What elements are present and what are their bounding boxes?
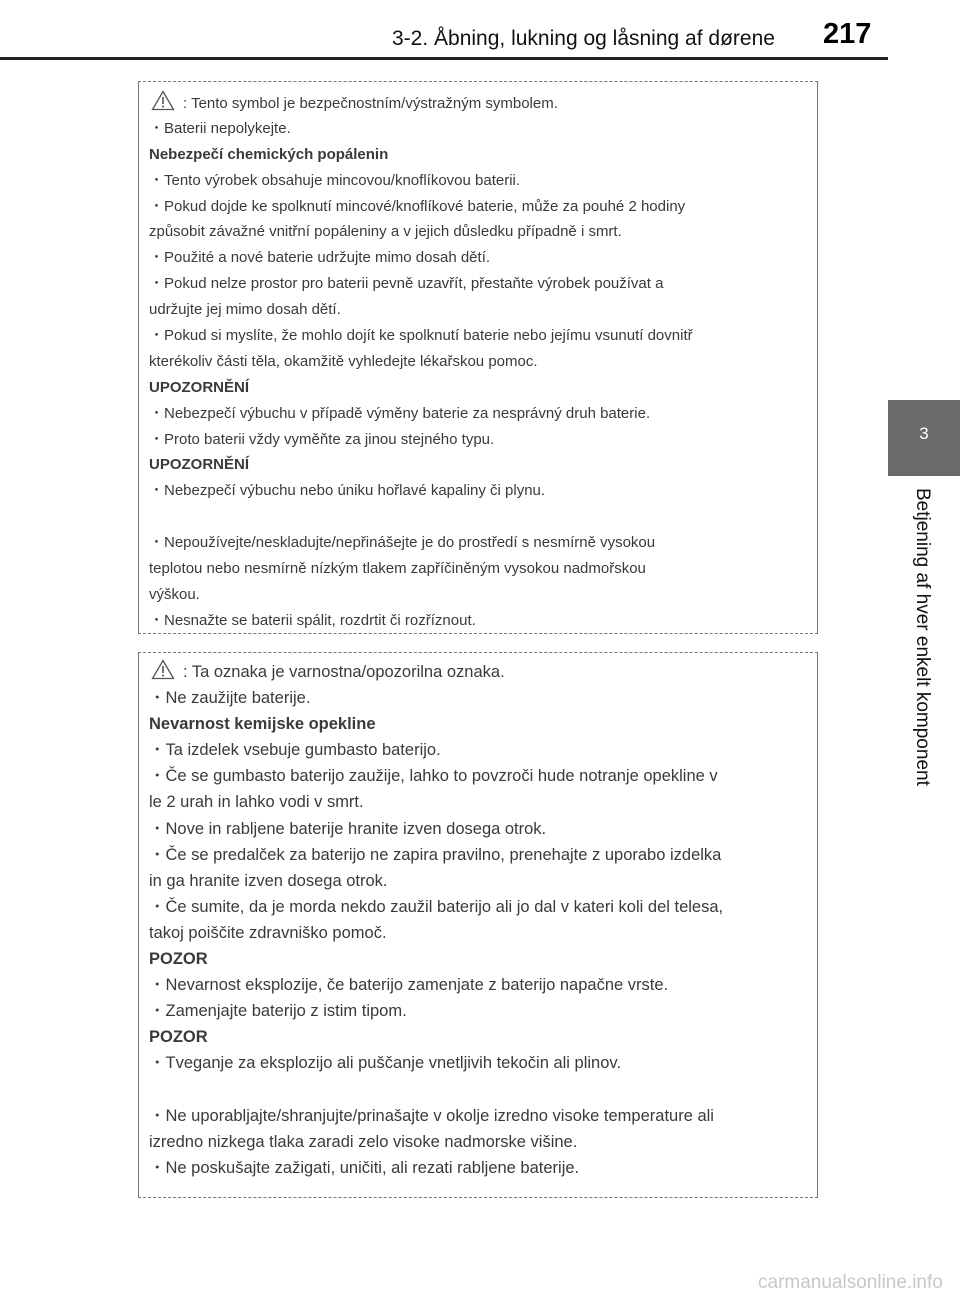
text-line: způsobit závažné vnitřní popáleniny a v jejich důsledku případně i smrt. [149, 223, 622, 241]
text-line: ・Zamenjajte baterijo z istim tipom. [149, 1002, 407, 1021]
watermark: carmanualsonline.info [758, 1272, 943, 1293]
text-line: ・Če se gumbasto baterijo zaužije, lahko to povzroči hude notranje opekline v [149, 767, 718, 786]
page-number: 217 [823, 18, 872, 50]
text-line: ・Použité a nové baterie udržujte mimo dosah dětí. [149, 249, 491, 267]
warning-triangle-icon [151, 90, 175, 111]
blank-line [149, 1077, 817, 1103]
text-line: ・Nove in rabljene baterije hranite izven dosega otrok. [149, 819, 547, 838]
text-line: ・Nebezpečí výbuchu v případě výměny baterie za nesprávný druh baterie. [149, 404, 651, 422]
text-line: izredno nizkega tlaka zaradi zelo visoke nadmorske višine. [149, 1132, 578, 1151]
warning-triangle-icon [151, 659, 175, 680]
chapter-label: Betjening af hver enkelt komponent [912, 488, 933, 786]
text-line: ・Ne poskušajte zažigati, uničiti, ali rezati rabljene baterije. [149, 1158, 580, 1177]
text-line: kterékoliv části těla, okamžitě vyhledejte lékařskou pomoc. [149, 352, 538, 370]
subheading: UPOZORNĚNÍ [149, 456, 250, 474]
blank-line [149, 504, 817, 530]
symbol-explanation-text: : Ta oznaka je varnostna/opozorilna oznaka. [183, 663, 505, 681]
symbol-explanation [149, 659, 817, 685]
text-line: ・Ta izdelek vsebuje gumbasto baterijo. [149, 741, 441, 760]
text-line: ・Nepoužívejte/neskladujte/nepřinášejte je do prostředí s nesmírně vysokou [149, 534, 656, 552]
text-line: le 2 urah in lahko vodi v smrt. [149, 793, 364, 812]
symbol-explanation-text: : Tento symbol je bezpečnostním/výstražným symbolem. [183, 95, 558, 112]
section-title: 3-2. Åbning, lukning og låsning af dørene [392, 27, 775, 50]
text-line: ・Tento výrobek obsahuje mincovou/knoflíkovou baterii. [149, 171, 521, 189]
warning-box-slovenian [138, 652, 818, 1198]
text-line: ・Ne zaužijte baterije. [149, 689, 311, 708]
subheading: POZOR [149, 950, 208, 969]
text-line: ・Nebezpečí výbuchu nebo úniku hořlavé kapaliny či plynu. [149, 482, 546, 500]
text-line: ・Nevarnost eksplozije, če baterijo zamenjate z baterijo napačne vrste. [149, 976, 669, 995]
chapter-tab [888, 400, 960, 476]
text-line: ・Če sumite, da je morda nekdo zaužil baterijo ali jo dal v kateri koli del telesa, [149, 897, 724, 916]
text-line: ・Tveganje za eksplozijo ali puščanje vnetljivih tekočin ali plinov. [149, 1054, 622, 1073]
text-line: ・Baterii nepolykejte. [149, 119, 291, 137]
symbol-explanation [149, 90, 817, 116]
text-line: in ga hranite izven dosega otrok. [149, 871, 388, 890]
header-rule [0, 57, 888, 60]
text-line: ・Pokud nelze prostor pro baterii pevně uzavřít, přestaňte výrobek používat a [149, 275, 664, 293]
chapter-number: 3 [919, 424, 929, 443]
text-line: takoj poiščite zdravniško pomoč. [149, 923, 387, 942]
text-line: teplotou nebo nesmírně nízkým tlakem zapříčiněným vysokou nadmořskou [149, 560, 646, 578]
text-line: ・Pokud dojde ke spolknutí mincové/knoflíkové baterie, může za pouhé 2 hodiny [149, 197, 686, 215]
text-line: ・Nesnažte se baterii spálit, rozdrtit či rozříznout. [149, 611, 476, 629]
text-line: udržujte jej mimo dosah dětí. [149, 301, 341, 319]
text-line: ・Pokud si myslíte, že mohlo dojít ke spolknutí baterie nebo jejímu vsunutí dovnitř [149, 327, 693, 345]
text-line: výškou. [149, 586, 200, 604]
subheading: Nevarnost kemijske opekline [149, 715, 376, 734]
subheading: Nebezpečí chemických popálenin [149, 145, 389, 163]
text-line: ・Ne uporabljajte/shranjujte/prinašajte v okolje izredno visoke temperature ali [149, 1106, 714, 1125]
warning-box-czech [138, 81, 818, 634]
subheading: POZOR [149, 1028, 208, 1047]
text-line: ・Proto baterii vždy vyměňte za jinou stejného typu. [149, 430, 495, 448]
subheading: UPOZORNĚNÍ [149, 378, 250, 396]
text-line: ・Če se predalček za baterijo ne zapira pravilno, prenehajte z uporabo izdelka [149, 845, 722, 864]
